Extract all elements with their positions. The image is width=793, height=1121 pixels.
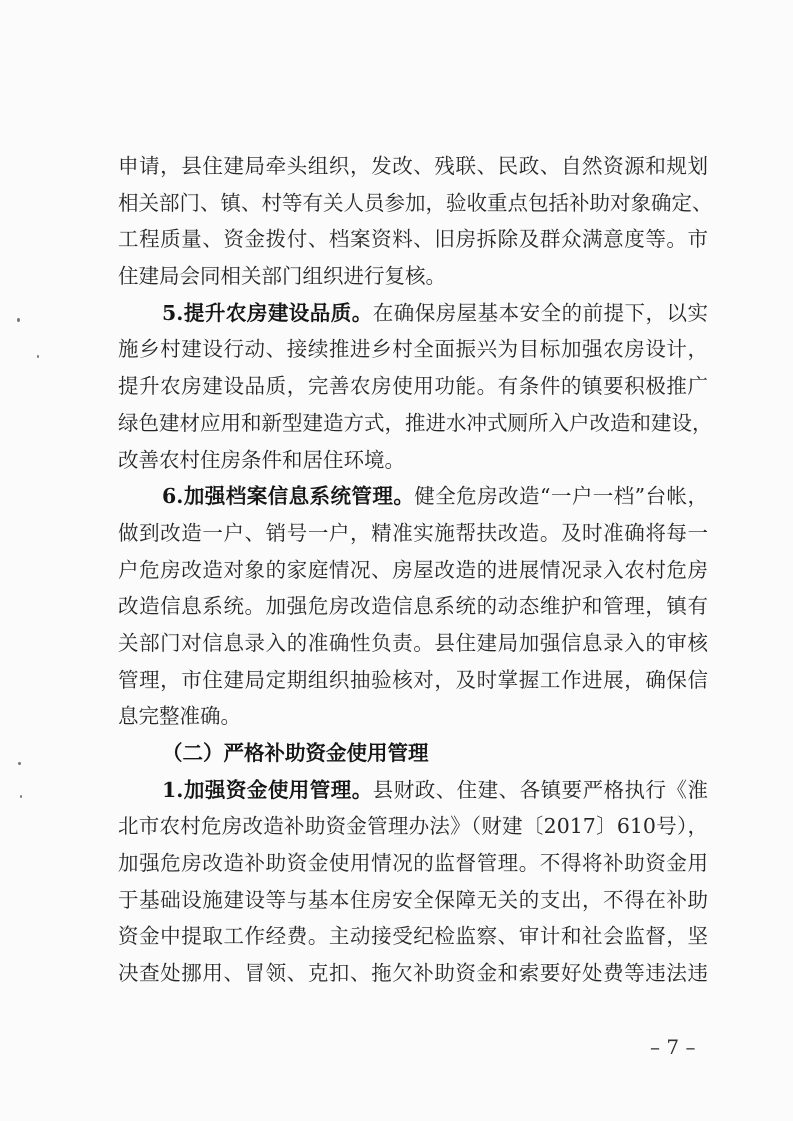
line-text: 资金中提取工作经费。主动接受纪检监察、审计和社会监督，坚 <box>118 924 708 949</box>
section-heading-line <box>118 478 708 515</box>
paragraph-line <box>118 662 708 699</box>
line-text: 做到改造一户、销号一户，精准实施帮扶改造。及时准确将每一 <box>118 520 708 545</box>
section-heading: 5.提升农房建设品质。 <box>162 300 373 325</box>
line-text: 相关部门、镇、村等有关人员参加，验收重点包括补助对象确定、 <box>118 190 713 215</box>
scan-speck <box>37 355 39 358</box>
line-text: 息完整准确。 <box>118 704 241 729</box>
body-text <box>118 148 713 992</box>
line-text: 加强危房改造补助资金使用情况的监督管理。不得将补助资金用 <box>118 851 708 876</box>
line-text: 住建局会同相关部门组织进行复核。 <box>118 264 446 289</box>
paragraph-line <box>118 698 708 735</box>
subsection-heading: （二）严格补助资金使用管理 <box>162 741 429 765</box>
section-heading-line <box>118 772 708 809</box>
paragraph-line <box>118 918 708 955</box>
scan-speck <box>17 318 20 322</box>
line-text: 改造信息系统。加强危房改造信息系统的动态维护和管理，镇有 <box>118 594 708 619</box>
line-text: 县财政、住建、各镇要严格执行《淮 <box>372 777 709 802</box>
paragraph-line <box>118 515 708 552</box>
line-text: 关部门对信息录入的准确性负责。县住建局加强信息录入的审核 <box>118 630 708 655</box>
paragraph-line <box>118 588 708 625</box>
line-text: 健全危房改造“一户一档”台帐， <box>414 484 708 509</box>
line-text: 决查处挪用、冒领、克扣、拖欠补助资金和索要好处费等违法违 <box>118 961 708 986</box>
page-number: – 7 – <box>650 1035 696 1059</box>
subsection-heading-line <box>118 735 708 772</box>
paragraph-line <box>118 552 708 589</box>
line-text: 在确保房屋基本安全的前提下，以实 <box>372 300 709 325</box>
paragraph-line <box>118 808 708 845</box>
line-text: 绿色建材应用和新型建造方式，推进水冲式厕所入户改造和建设， <box>118 410 713 435</box>
section-heading: 1.加强资金使用管理。 <box>162 777 373 802</box>
paragraph-line <box>118 882 708 919</box>
scan-speck <box>18 762 21 765</box>
paragraph-line <box>118 955 708 992</box>
paragraph-line <box>118 258 708 295</box>
section-heading: 6.加强档案信息系统管理。 <box>162 484 415 509</box>
paragraph-line <box>118 221 708 258</box>
paragraph-line <box>118 845 708 882</box>
line-text: 户危房改造对象的家庭情况、房屋改造的进展情况录入农村危房 <box>118 557 708 582</box>
line-text: 工程质量、资金拨付、档案资料、旧房拆除及群众满意度等。市 <box>118 227 708 252</box>
paragraph-line <box>118 331 708 368</box>
line-text: 施乡村建设行动、接续推进乡村全面振兴为目标加强农房设计， <box>118 337 708 362</box>
scan-speck <box>20 795 22 798</box>
line-text: 提升农房建设品质，完善农房使用功能。有条件的镇要积极推广 <box>118 374 708 399</box>
line-text: 北市农村危房改造补助资金管理办法》（财建〔2017〕610号）， <box>118 814 708 839</box>
line-text: 管理，市住建局定期组织抽验核对，及时掌握工作进展，确保信 <box>118 667 708 692</box>
line-text: 申请，县住建局牵头组织，发改、残联、民政、自然资源和规划 <box>118 154 708 178</box>
paragraph-line <box>118 368 708 405</box>
paragraph-line <box>118 625 708 662</box>
paragraph-line <box>118 442 708 479</box>
line-text: 改善农村住房条件和居住环境。 <box>118 447 405 472</box>
paragraph-line <box>118 185 713 222</box>
section-heading-line <box>118 295 708 332</box>
paragraph-line <box>118 148 708 185</box>
line-text: 于基础设施建设等与基本住房安全保障无关的支出，不得在补助 <box>118 887 708 912</box>
paragraph-line <box>118 405 713 442</box>
